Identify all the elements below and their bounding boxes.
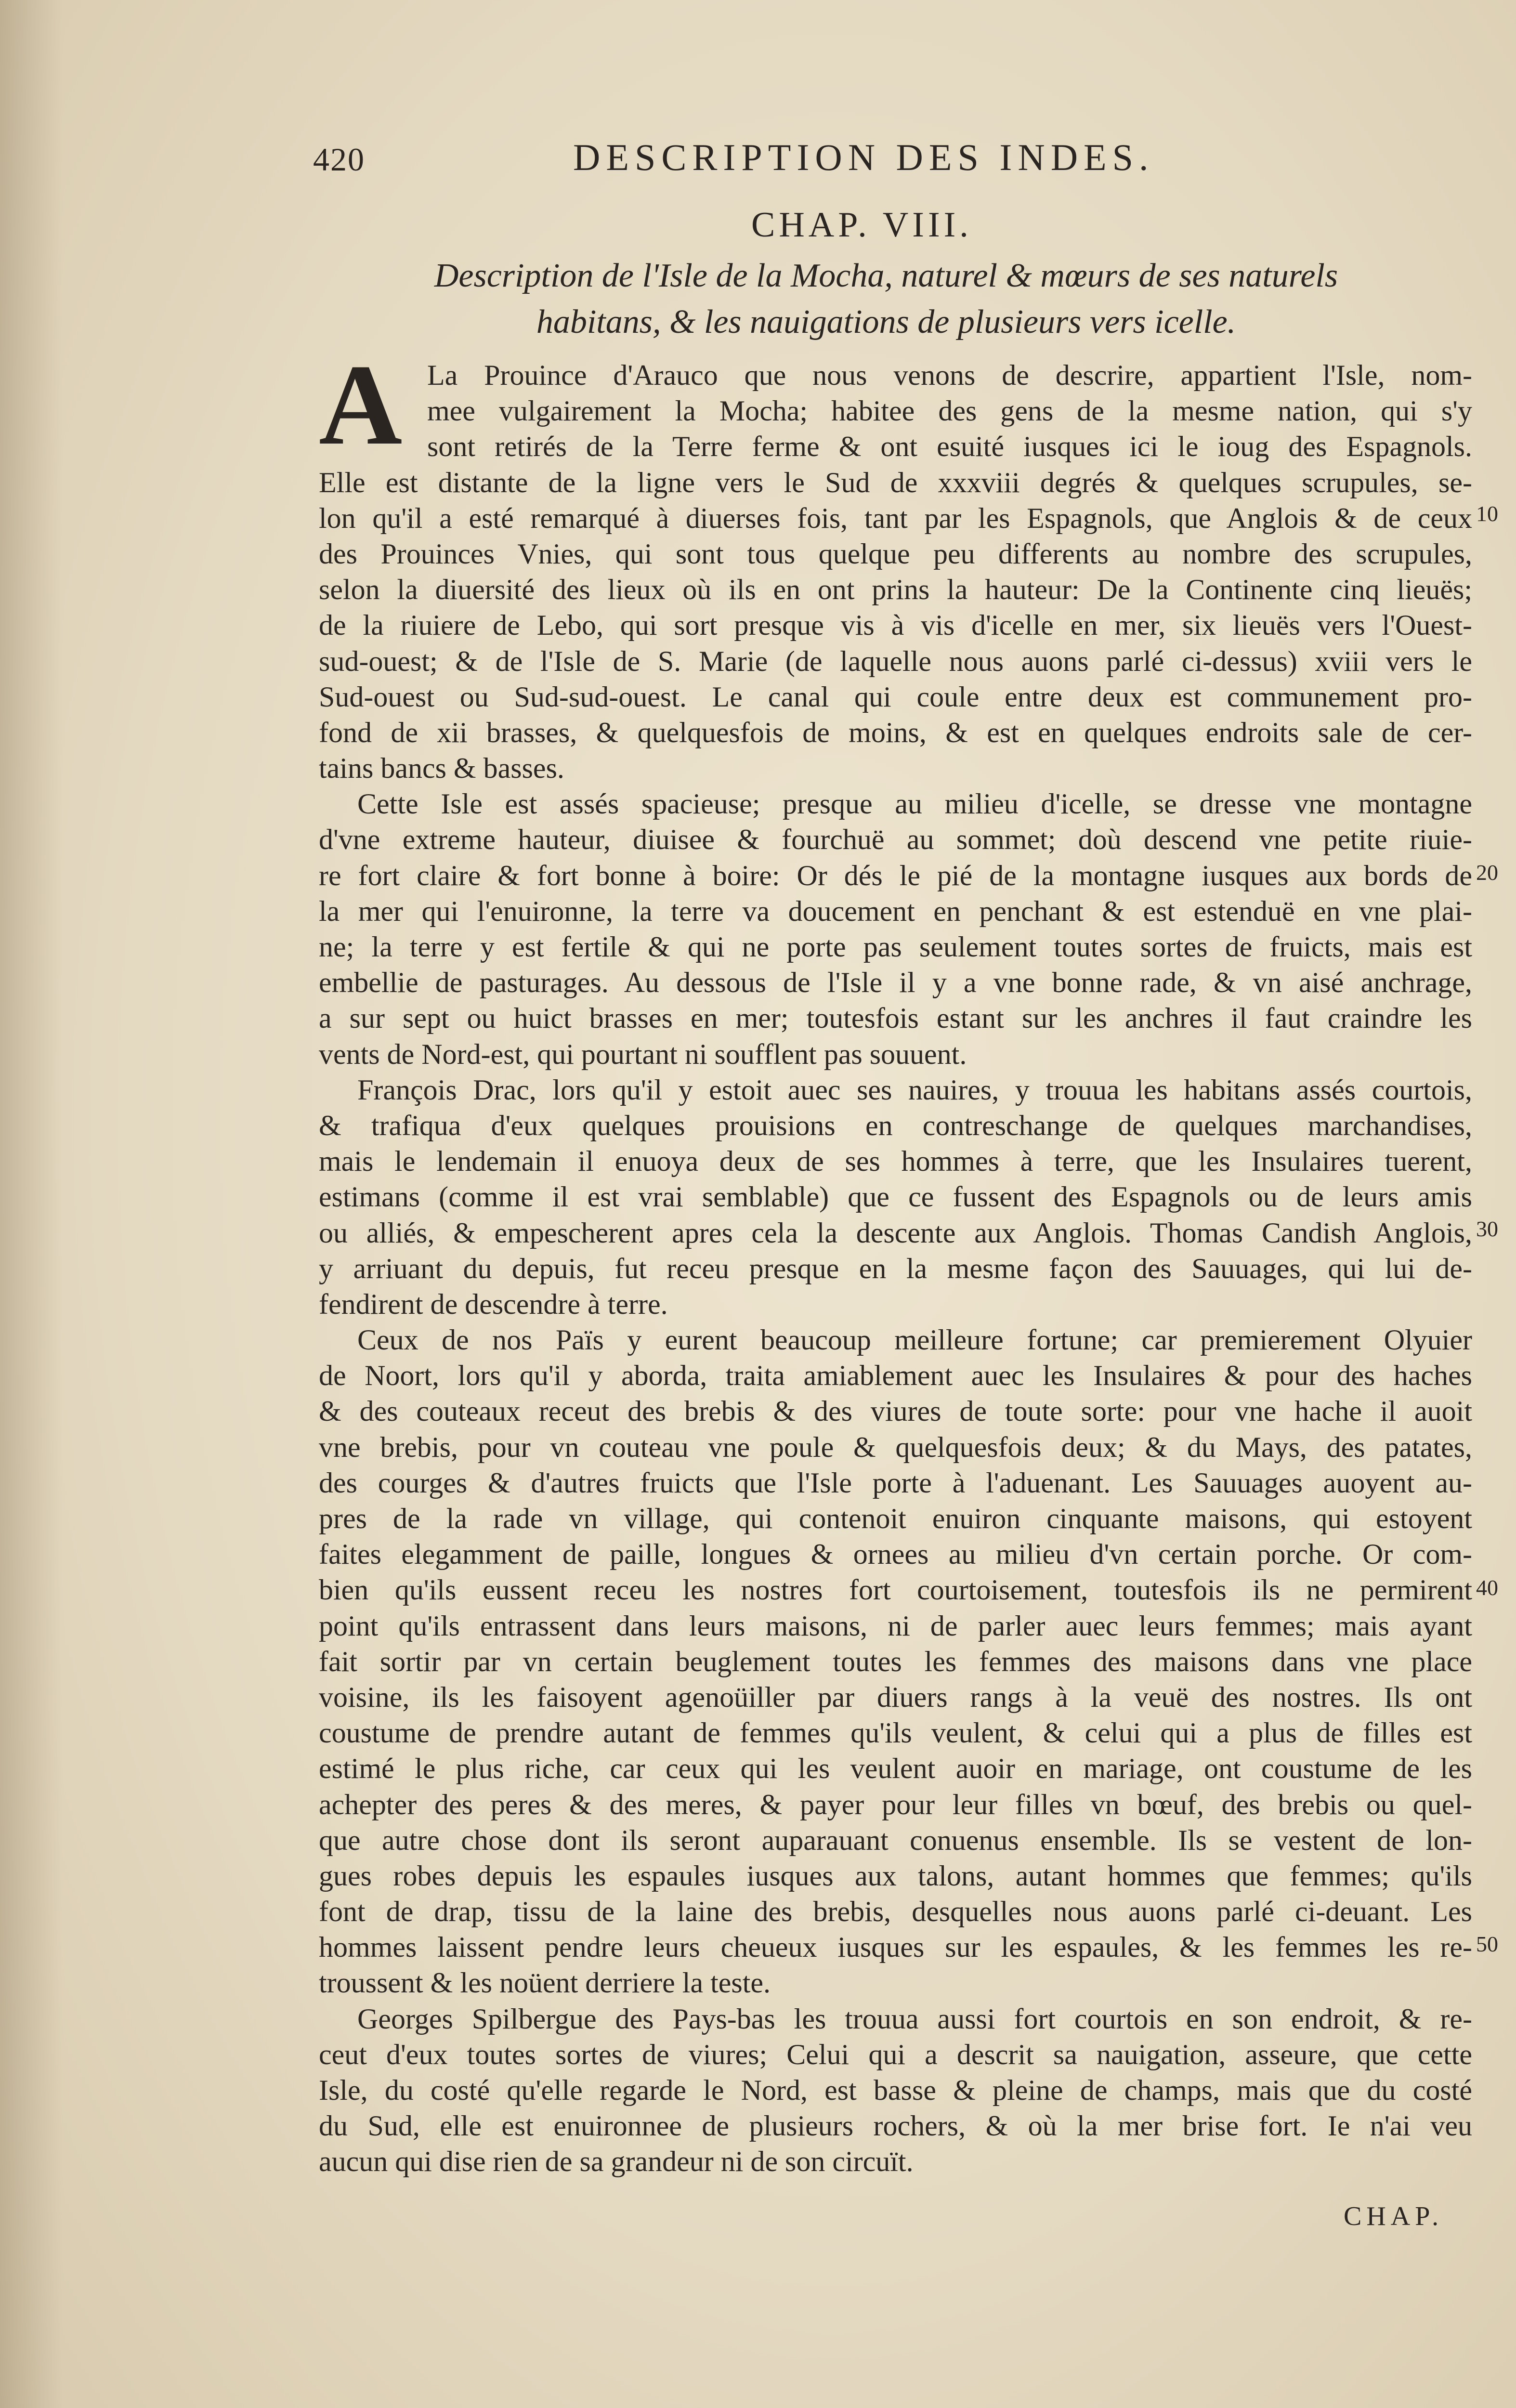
text-line: faites elegamment de paille, longues & ornees au milieu d'vn certain porche. Or com- [319, 1538, 1472, 1570]
text-line: & des couteaux receut des brebis & des viures de toute sorte: pour vne hache il auoit [319, 1395, 1472, 1427]
text-line: aucun qui dise rien de sa grandeur ni de son circuït. [319, 2146, 914, 2178]
margin-line-number: 50 [1476, 1932, 1498, 1956]
text-line: troussent & les noüent derriere la teste. [319, 1967, 771, 1999]
text-line: fait sortir par vn certain beuglement toutes les femmes des maisons dans vne place [319, 1645, 1472, 1677]
text-line: d'vne extreme hauteur, diuisee & fourchuë au sommet; doù descend vne petite riuie- [319, 824, 1472, 856]
text-line: bien qu'ils eussent receu les nostres fort courtoisement, toutesfois ils ne permirent [319, 1574, 1472, 1606]
text-line: des courges & d'autres fruicts que l'Isle porte à l'aduenant. Les Sauuages auoyent au- [319, 1466, 1472, 1499]
text-line: estimé le plus riche, car ceux qui les veulent auoir en mariage, ont coustume de les [319, 1753, 1472, 1785]
running-title: DESCRIPTION DES INDES. [573, 136, 1154, 178]
text-line: de la riuiere de Lebo, qui sort presque vis à vis d'icelle en mer, six lieuës vers l'Ouest- [319, 609, 1472, 641]
text-line: lon qu'il a esté remarqué à diuerses fois, tant par les Espagnols, que Anglois & de ceux [319, 502, 1472, 534]
body-text [319, 357, 1472, 2180]
running-head [313, 136, 1286, 179]
text-line: & trafiqua d'eux quelques prouisions en contreschange de quelques marchandises, [319, 1109, 1472, 1141]
text-line: achepter des peres & des meres, & payer pour leur filles vn bœuf, des brebis ou quel- [319, 1788, 1472, 1820]
text-line: pres de la rade vn village, qui contenoit enuiron cinquante maisons, qui estoyent [319, 1503, 1472, 1534]
margin-line-number: 40 [1476, 1575, 1498, 1600]
text-line: fond de xii brasses, & quelquesfois de moins, & est en quelques endroits sale de cer- [319, 716, 1472, 748]
text-line: sud-ouest; & de l'Isle de S. Marie (de laquelle nous auons parlé ci-dessus) xviii vers le [319, 645, 1472, 677]
margin-line-number: 10 [1476, 501, 1498, 526]
text-line: embellie de pasturages. Au dessous de l'Isle il y a vne bonne rade, & vn aisé anchrage, [319, 967, 1472, 999]
margin-line-number: 20 [1476, 860, 1498, 885]
catchword: CHAP. [1344, 2201, 1444, 2231]
gutter-shadow [0, 0, 63, 2408]
text-line: du Sud, elle est enuironnee de plusieurs rochers, & où la mer brise fort. Ie n'ai veu [319, 2110, 1472, 2142]
text-line: vents de Nord-est, qui pourtant ni soufflent pas souuent. [319, 1038, 967, 1070]
text-line: que autre chose dont ils seront auparauant conuenus ensemble. Ils se vestent de lon- [319, 1824, 1472, 1856]
text-line: la mer qui l'enuironne, la terre va doucement en penchant & est estenduë en vne plai- [319, 895, 1472, 927]
text-line: font de drap, tissu de la laine des brebis, desquelles nous auons parlé ci-deuant. Les [319, 1896, 1472, 1928]
text-line: Isle, du costé qu'elle regarde le Nord, est basse & pleine de champs, mais que du costé [319, 2074, 1472, 2106]
text-line: Elle est distante de la ligne vers le Sud de xxxviii degrés & quelques scrupules, se- [319, 466, 1472, 498]
chapter-heading: CHAP. VIII. [751, 205, 972, 245]
text-line: des Prouinces Vnies, qui sont tous quelque peu differents au nombre des scrupules, [319, 537, 1472, 570]
text-line: vne brebis, pour vn couteau vne poule & quelquesfois deux; & du Mays, des patates, [319, 1431, 1472, 1463]
text-line: de Noort, lors qu'il y aborda, traita amiablement auec les Insulaires & pour des haches [319, 1360, 1472, 1392]
text-line: Cette Isle est assés spacieuse; presque au milieu d'icelle, se dresse vne montagne [357, 788, 1472, 820]
text-line: hommes laissent pendre leurs cheueux iusques sur les espaules, & les femmes les re- [319, 1931, 1472, 1963]
text-line: point qu'ils entrassent dans leurs maisons, ni de parler auec leurs femmes; mais ayant [319, 1610, 1472, 1642]
text-line: estimans (comme il est vrai semblable) que ce fussent des Espagnols ou de leurs amis [319, 1181, 1472, 1213]
chapter-subtitle [376, 253, 1397, 345]
text-line: ceut d'eux toutes sortes de viures; Celui qui a descrit sa nauigation, asseure, que cette [319, 2038, 1472, 2070]
text-line: a sur sept ou huict brasses en mer; toutesfois estant sur les anchres il faut craindre les [319, 1002, 1472, 1034]
text-line: re fort claire & fort bonne à boire: Or dés le pié de la montagne iusques aux bords de [319, 859, 1472, 891]
text-line: selon la diuersité des lieux où ils en ont prins la hauteur: De la Continente cinq lieuës; [319, 574, 1472, 606]
margin-line-number: 30 [1476, 1217, 1498, 1241]
text-line: Georges Spilbergue des Pays-bas les trouua aussi fort courtois en son endroit, & re- [357, 2002, 1472, 2035]
drop-cap-initial: A [319, 340, 403, 469]
text-line: Ceux de nos Païs y eurent beaucoup meilleure fortune; car premierement Olyuier [357, 1324, 1472, 1356]
text-line: sont retirés de la Terre ferme & ont esuité iusques ici le ioug des Espagnols. [427, 431, 1472, 463]
text-line: y arriuant du depuis, fut receu presque en la mesme façon des Sauuages, qui lui de- [319, 1252, 1472, 1284]
text-line: Sud-ouest ou Sud-sud-ouest. Le canal qui coule entre deux est communement pro- [319, 681, 1472, 713]
text-line: fendirent de descendre à terre. [319, 1288, 668, 1320]
text-line: voisine, ils les faisoyent agenoüiller par diuers rangs à la veuë des nostres. Ils ont [319, 1681, 1472, 1713]
text-line: mais le lendemain il enuoya deux de ses hommes à terre, que les Insulaires tuerent, [319, 1145, 1472, 1178]
text-line: tains bancs & basses. [319, 752, 564, 785]
text-line: coustume de prendre autant de femmes qu'ils veulent, & celui qui a plus de filles est [319, 1717, 1472, 1749]
page-number: 420 [313, 141, 365, 178]
text-line: mee vulgairement la Mocha; habitee des gens de la mesme nation, qui s'y [427, 395, 1472, 427]
chapter-subtitle-line: Description de l'Isle de la Mocha, naturel & mœurs de ses naturels [434, 257, 1338, 294]
text-line: gues robes depuis les espaules iusques aux talons, autant hommes que femmes; qu'ils [319, 1859, 1472, 1892]
text-line: La Prouince d'Arauco que nous venons de descrire, appartient l'Isle, nom- [427, 359, 1472, 391]
chapter-subtitle-line: habitans, & les nauigations de plusieurs vers icelle. [536, 303, 1236, 340]
text-line: ou alliés, & empescherent apres cela la descente aux Anglois. Thomas Candish Anglois, [319, 1217, 1472, 1249]
text-line: François Drac, lors qu'il y estoit auec ses nauires, y trouua les habitans assés courtois, [357, 1073, 1472, 1106]
text-line: ne; la terre y est fertile & qui ne porte pas seulement toutes sortes de fruicts, mais est [319, 931, 1472, 963]
